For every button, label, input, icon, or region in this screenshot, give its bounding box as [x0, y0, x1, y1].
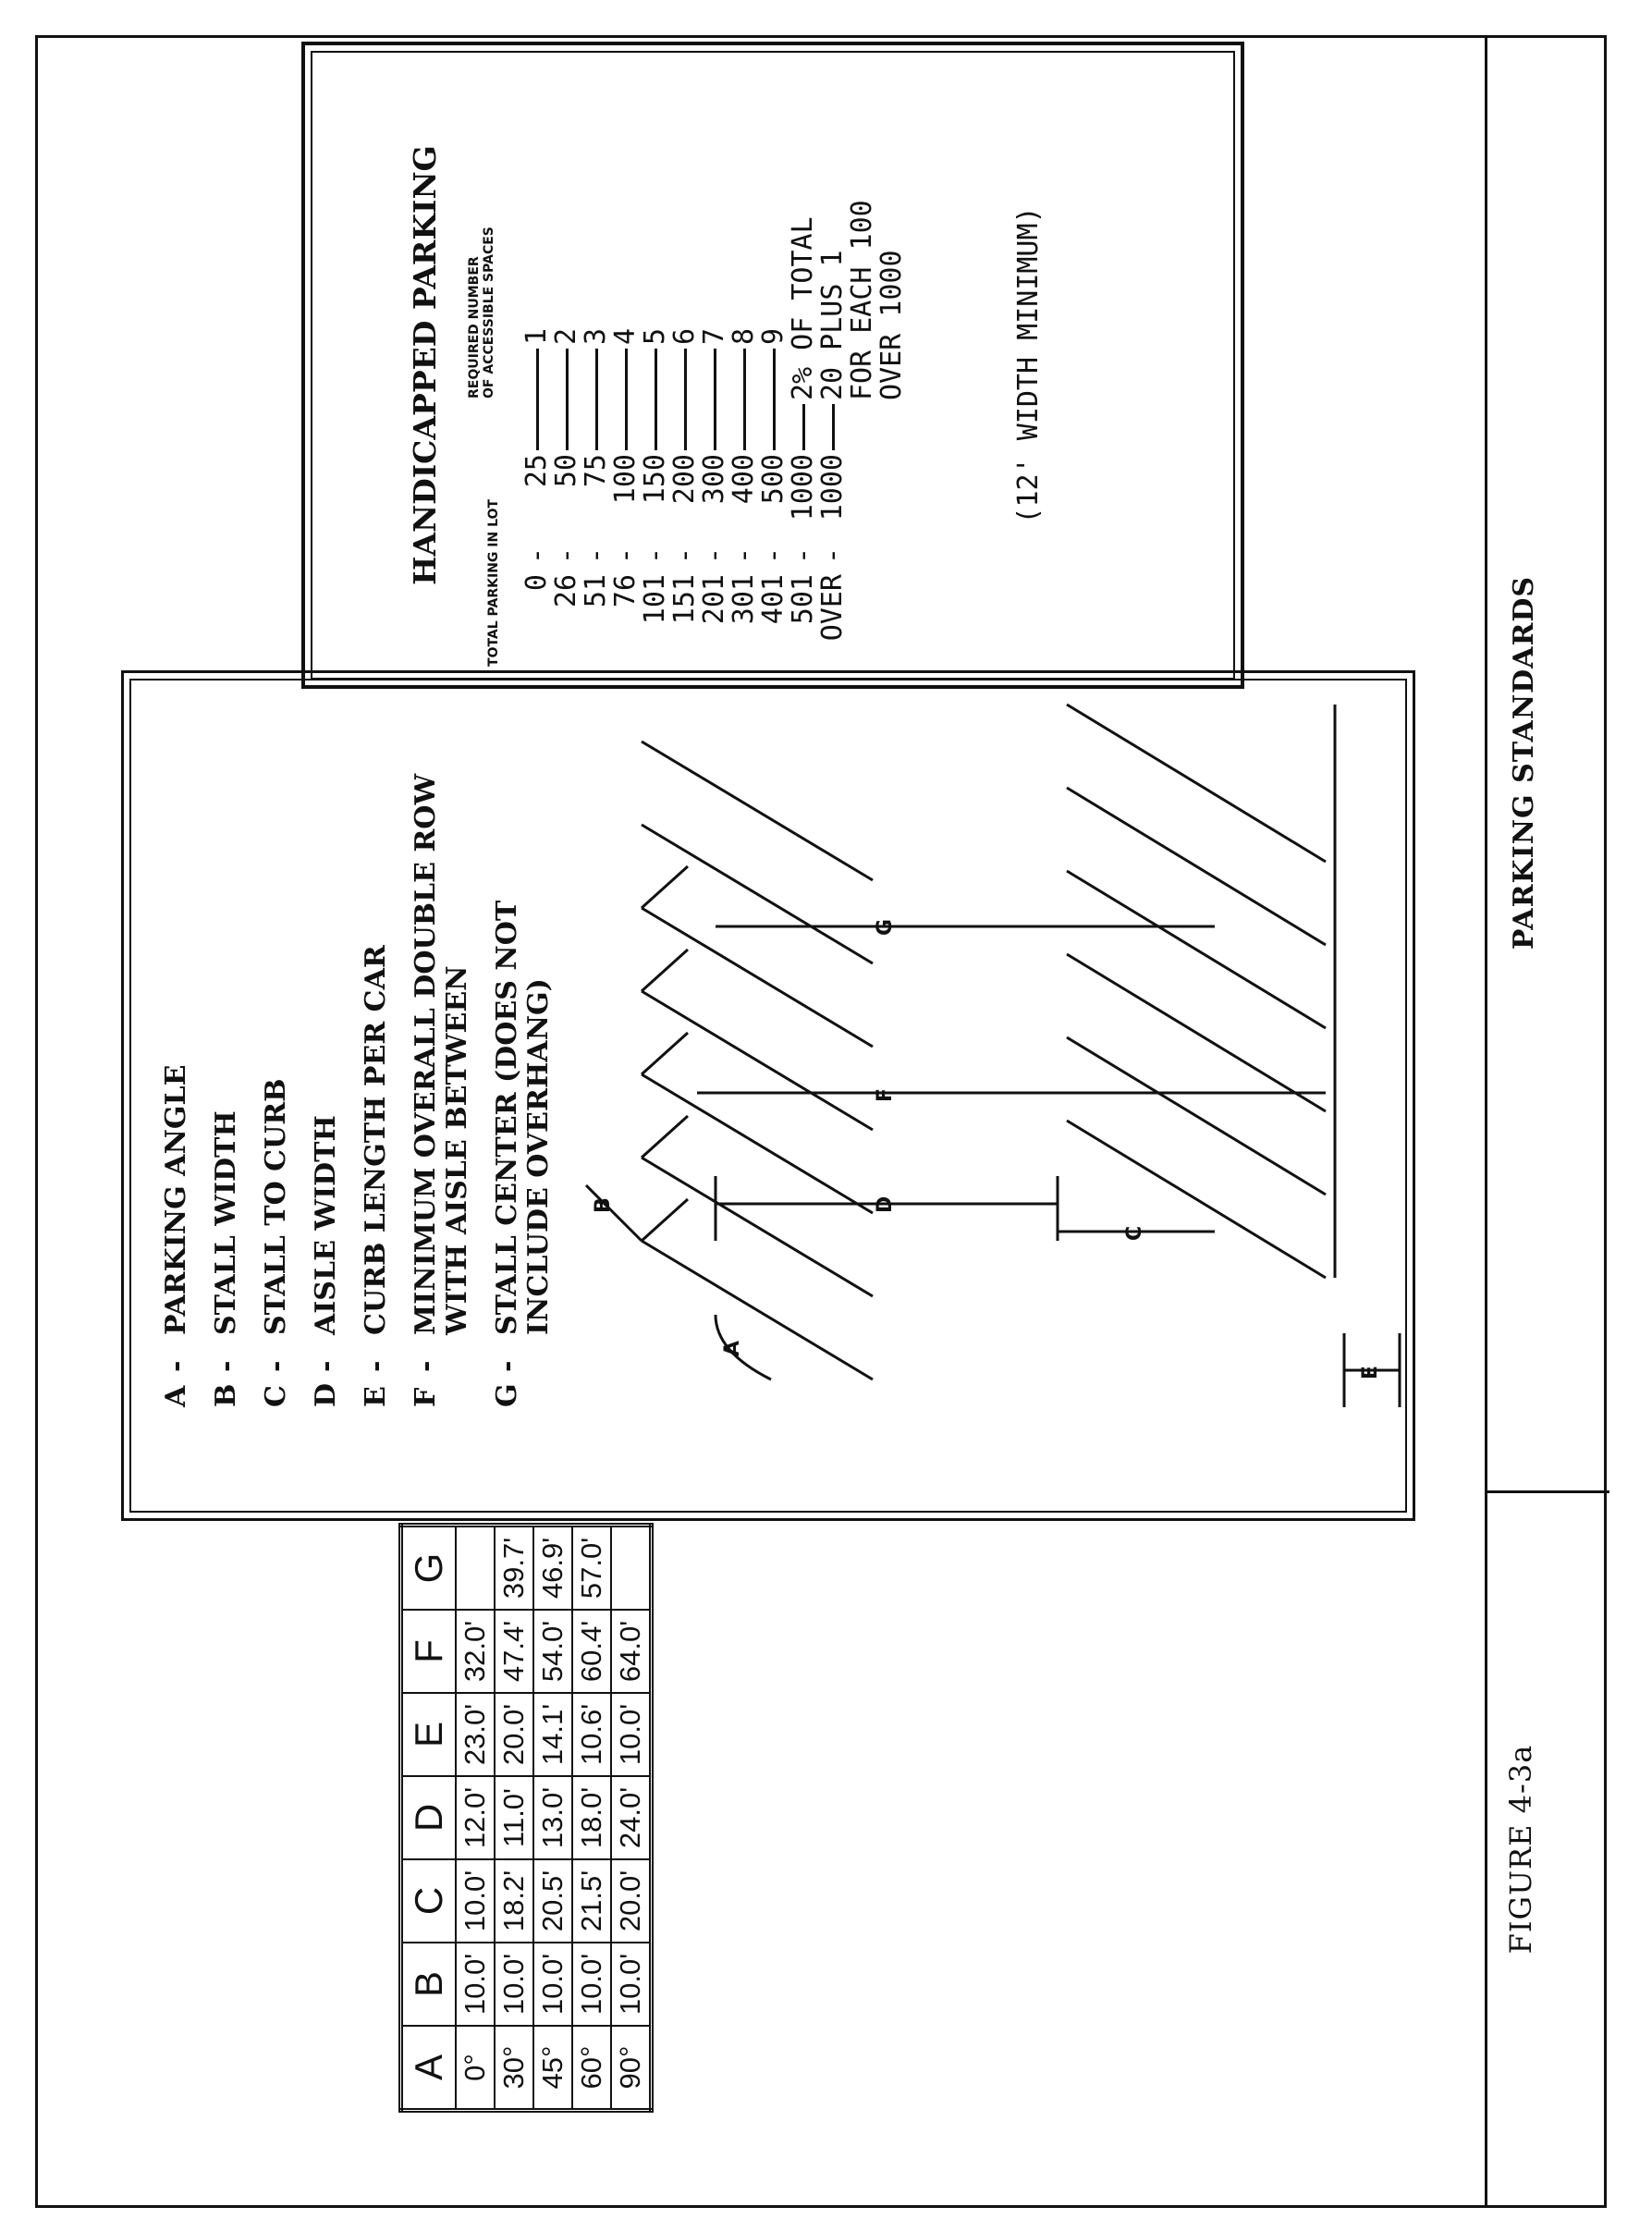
- range-from: OVER: [816, 574, 849, 642]
- list-item: [670, 197, 700, 657]
- label-b: B: [592, 1197, 615, 1213]
- range-from: 201: [698, 574, 730, 625]
- table-cell: 54.0': [533, 1610, 572, 1693]
- handicapped-parking-panel: [301, 42, 1244, 689]
- table-cell: 11.0': [495, 1776, 533, 1859]
- stall-end: [642, 866, 688, 908]
- handicapped-rows: [522, 197, 907, 657]
- range-from: 401: [757, 574, 789, 625]
- required-count: 5: [639, 327, 671, 345]
- leader-rule: [773, 349, 776, 450]
- range-to: 400: [728, 454, 760, 505]
- stall-line: [642, 1074, 873, 1213]
- range-sep: -: [816, 546, 849, 565]
- label-a: A: [721, 1340, 744, 1356]
- range-to: 300: [698, 454, 730, 505]
- stall-line: [1067, 1121, 1326, 1278]
- stall-line: [642, 825, 873, 963]
- table-row: [456, 1526, 495, 2111]
- range-sep: -: [787, 546, 819, 565]
- table-cell: 60°: [572, 2026, 611, 2111]
- stall-line: [1067, 788, 1326, 945]
- range-from: 151: [668, 574, 701, 625]
- legend-dash: -: [310, 1360, 342, 1372]
- table-cell: 46.9': [533, 1526, 572, 1611]
- legend-key: B: [210, 1383, 242, 1407]
- table-cell: 12.0': [456, 1776, 495, 1859]
- sheet-title: PARKING STANDARDS: [1508, 575, 1540, 950]
- stall-line: [1067, 705, 1326, 862]
- column-head-required-line-1: REQUIRED NUMBER: [467, 256, 482, 398]
- range-sep: -: [520, 546, 553, 565]
- list-item: [552, 197, 581, 657]
- parking-diagram-panel: [121, 670, 1415, 1521]
- required-count: 4: [609, 327, 642, 345]
- list-item: [641, 197, 670, 657]
- legend-key: F: [410, 1387, 442, 1407]
- range-sep: -: [550, 546, 582, 565]
- stall-line: [642, 742, 873, 880]
- leader-rule: [802, 404, 805, 450]
- stall-line: [642, 908, 873, 1047]
- leader-rule: [684, 349, 687, 450]
- list-item: [522, 197, 552, 657]
- table-cell: 10.6': [572, 1693, 611, 1776]
- column-head-required-line-2: OF ACCESSIBLE SPACES: [482, 227, 496, 398]
- legend-text: STALL WIDTH: [210, 1110, 242, 1335]
- table-cell: [456, 1526, 495, 1611]
- table-cell: [611, 1526, 652, 1611]
- list-item: [789, 197, 818, 657]
- range-from: 501: [787, 574, 819, 625]
- required-count: 6: [668, 327, 701, 345]
- table-cell: 24.0': [611, 1776, 652, 1859]
- range-from: 301: [728, 574, 760, 625]
- title-block-line: [1485, 38, 1487, 2205]
- range-to: 200: [668, 454, 701, 505]
- table-row: [611, 1526, 652, 2111]
- required-count: 7: [698, 327, 730, 345]
- angled-parking-drawing: [124, 668, 1418, 1518]
- stall-line: [642, 1158, 873, 1296]
- table-row: [495, 1526, 533, 2111]
- column-head-total: TOTAL PARKING IN LOT: [486, 499, 501, 667]
- range-sep: -: [698, 546, 730, 565]
- table-cell: 10.0': [456, 1943, 495, 2026]
- figure-label: FIGURE 4-3a: [1503, 1744, 1538, 1955]
- table-cell: 60.4': [572, 1610, 611, 1693]
- list-item: [759, 197, 789, 657]
- range-sep: -: [639, 546, 671, 565]
- table-row: [533, 1526, 572, 2111]
- table-row: [572, 1526, 611, 2111]
- range-to: 150: [639, 454, 671, 505]
- table-cell: 23.0': [456, 1693, 495, 1776]
- legend-key: G: [491, 1383, 523, 1407]
- table-header: F: [401, 1610, 457, 1693]
- range-to: 1000: [787, 454, 819, 521]
- range-to: 50: [550, 454, 582, 488]
- list-item: [611, 197, 641, 657]
- range-sep: -: [580, 546, 612, 565]
- drawing-frame: [35, 35, 1607, 2208]
- range-to: 100: [609, 454, 642, 505]
- table-header: G: [401, 1526, 457, 1611]
- legend-dash: -: [410, 1360, 442, 1372]
- table-cell: 32.0': [456, 1610, 495, 1693]
- dimension-b-line: [586, 1185, 642, 1241]
- table-cell: 20.0': [495, 1693, 533, 1776]
- leader-rule: [714, 349, 716, 450]
- stall-line: [1067, 954, 1326, 1111]
- table-cell: 10.0': [456, 1859, 495, 1943]
- legend-dash: -: [260, 1360, 292, 1372]
- table-cell: 18.0': [572, 1776, 611, 1859]
- range-to: 75: [580, 454, 612, 488]
- range-to: 25: [520, 454, 553, 488]
- leader-rule: [625, 349, 628, 450]
- table-cell: 39.7': [495, 1526, 533, 1611]
- legend-dash: -: [210, 1360, 242, 1372]
- legend-dash: -: [160, 1360, 192, 1372]
- stall-line: [1067, 871, 1326, 1028]
- required-count: 1: [520, 327, 553, 345]
- leader-rule: [743, 349, 746, 450]
- required-count: 2: [550, 327, 582, 345]
- table-cell: 14.1': [533, 1693, 572, 1776]
- width-minimum-note: (12' WIDTH MINIMUM): [1012, 206, 1045, 524]
- stall-line: [642, 991, 873, 1130]
- table-cell: 30°: [495, 2026, 533, 2111]
- range-from: 101: [639, 574, 671, 625]
- table-cell: 20.5': [533, 1859, 572, 1943]
- required-count: 9: [757, 327, 789, 345]
- legend-key: E: [360, 1386, 392, 1407]
- table-cell: 10.0': [572, 1943, 611, 2026]
- stall-end: [642, 950, 688, 991]
- required-count: 8: [728, 327, 760, 345]
- range-from: 26: [550, 574, 582, 608]
- leader-rule: [595, 349, 598, 450]
- list-item: [818, 197, 907, 657]
- label-e: E: [1359, 1365, 1382, 1379]
- table-cell: 45°: [533, 2026, 572, 2111]
- list-item: [700, 197, 729, 657]
- required-count: 3: [580, 327, 612, 345]
- legend-key: C: [260, 1385, 292, 1407]
- stall-end: [642, 1116, 688, 1158]
- list-item: [729, 197, 759, 657]
- label-g: G: [874, 918, 897, 936]
- label-f: F: [874, 1087, 897, 1102]
- stall-end: [642, 1199, 688, 1241]
- table-cell: 90°: [611, 2026, 652, 2111]
- table-cell: 21.5': [572, 1859, 611, 1943]
- legend-key: A: [160, 1385, 192, 1407]
- legend-text: CURB LENGTH PER CAR: [360, 945, 392, 1335]
- leader-rule: [655, 349, 657, 450]
- legend-text: MINIMUM OVERALL DOUBLE ROW WITH AISLE BETWEEN: [410, 773, 473, 1335]
- legend-dash: -: [491, 1360, 523, 1372]
- legend-text: STALL TO CURB: [260, 1078, 292, 1335]
- stall-line: [642, 1241, 873, 1379]
- table-cell: 10.0': [495, 1943, 533, 2026]
- range-to: 500: [757, 454, 789, 505]
- handicapped-title: HANDICAPPED PARKING: [407, 145, 443, 585]
- required-count: 20 PLUS 1 FOR EACH 100 OVER 1000: [816, 200, 908, 400]
- stall-end: [642, 1033, 688, 1074]
- table-cell: 18.2': [495, 1859, 533, 1943]
- legend-key: D: [310, 1382, 342, 1407]
- legend-text: STALL CENTER (DOES NOT INCLUDE OVERHANG): [491, 900, 555, 1335]
- label-d: D: [874, 1195, 897, 1213]
- table-cell: 64.0': [611, 1610, 652, 1693]
- stall-line: [1067, 1037, 1326, 1195]
- table-header: B: [401, 1943, 457, 2026]
- table-cell: 47.4': [495, 1610, 533, 1693]
- leader-rule: [536, 349, 539, 450]
- range-from: 0: [520, 574, 553, 592]
- table-cell: 10.0': [611, 1943, 652, 2026]
- range-sep: -: [757, 546, 789, 565]
- range-sep: -: [609, 546, 642, 565]
- list-item: [581, 197, 611, 657]
- legend-dash: -: [360, 1360, 392, 1372]
- column-head-required: [467, 227, 496, 398]
- table-cell: 13.0': [533, 1776, 572, 1859]
- table-header: E: [401, 1693, 457, 1776]
- leader-rule: [566, 349, 569, 450]
- table-cell: 20.0': [611, 1859, 652, 1943]
- range-from: 51: [580, 574, 612, 608]
- table-cell: 10.0': [611, 1693, 652, 1776]
- required-count: 2% OF TOTAL: [787, 216, 819, 400]
- label-c: C: [1123, 1225, 1146, 1241]
- legend-text: AISLE WIDTH: [310, 1115, 342, 1335]
- table-cell: 10.0': [533, 1943, 572, 2026]
- table-header: C: [401, 1859, 457, 1943]
- parking-dimension-table: [398, 1523, 654, 2113]
- table-header-row: [401, 1526, 457, 2111]
- table-cell: 0°: [456, 2026, 495, 2111]
- table-cell: 57.0': [572, 1526, 611, 1611]
- range-from: 76: [609, 574, 642, 608]
- range-sep: -: [728, 546, 760, 565]
- table-header: A: [401, 2026, 457, 2111]
- table-header: D: [401, 1776, 457, 1859]
- leader-rule: [832, 404, 835, 450]
- legend-text: PARKING ANGLE: [160, 1064, 192, 1335]
- range-to: 1000: [816, 454, 849, 521]
- range-sep: -: [668, 546, 701, 565]
